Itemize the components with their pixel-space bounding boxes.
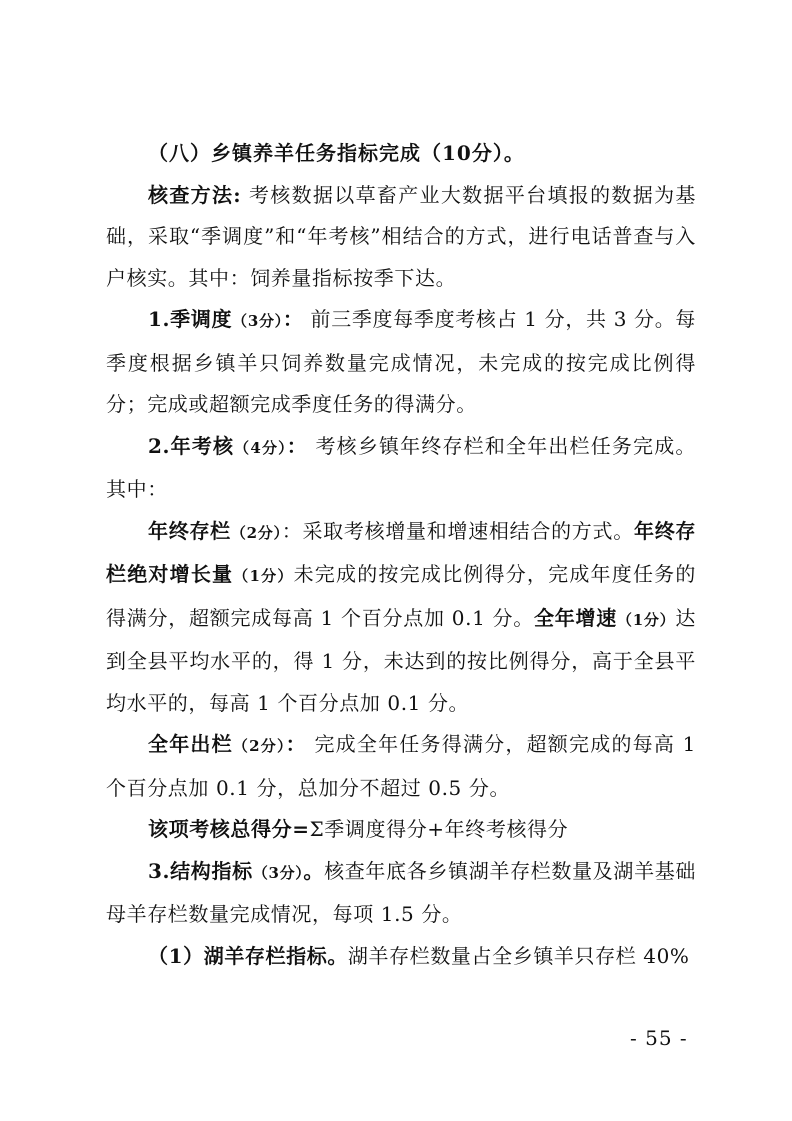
year-end-stock-label: 年终存栏 (148, 518, 231, 543)
annual-slaughter-score: （2分） (232, 737, 286, 755)
paragraph-hu-sheep-indicator (106, 936, 696, 978)
structure-indicator-dot: 。 (303, 858, 325, 883)
annual-growth-score: （1分） (616, 610, 676, 629)
paragraph-annual-slaughter (106, 724, 696, 809)
annual-assessment-colon: ： (286, 433, 308, 458)
section-heading: （八）乡镇养羊任务指标完成（10分）。 (148, 141, 525, 165)
annual-slaughter-label: 全年出栏 (148, 732, 233, 756)
page-number: - 55 - (630, 1026, 688, 1050)
annual-growth-text: 达到全县平均水平的，得 1 分，未达到的按比例得分，高于全县平均水平的，每高 1 个百分点加 0.1 分。 (106, 605, 696, 715)
annual-slaughter-colon: ： (285, 732, 307, 756)
total-score-label: 该项考核总得分= (148, 817, 310, 841)
paragraph-annual-assessment (106, 426, 696, 511)
year-end-stock-text: ：采取考核增量和增速相结合的方式。 (281, 518, 634, 543)
quarterly-dispatch-text: 前三季度每季度考核占 1 分，共 3 分。每季度根据乡镇羊只饲养数量完成情况，未完成的按完成比例得分；完成或超额完成季度任务的得满分。 (106, 307, 696, 416)
absolute-growth-label: 年终存栏绝对增长量 (106, 518, 697, 586)
document-body (106, 133, 696, 977)
annual-assessment-score: （4分） (234, 438, 287, 457)
absolute-growth-score: （1分） (233, 567, 294, 585)
annual-growth-label: 全年增速 (533, 605, 617, 630)
paragraph-inspection-method (106, 175, 696, 300)
paragraph-quarterly-dispatch (106, 299, 696, 426)
annual-assessment-text: 考核乡镇年终存栏和全年出栏任务完成。其中： (106, 433, 696, 501)
paragraph-year-end-stock (106, 511, 696, 725)
hu-sheep-indicator-text: 湖羊存栏数量占全乡镇羊只存栏 40% (347, 943, 690, 968)
quarterly-dispatch-label: 1.季调度 (148, 307, 233, 331)
quarterly-dispatch-colon: ： (282, 307, 304, 331)
structure-indicator-text: 核查年底各乡镇湖羊存栏数量及湖羊基础母羊存栏数量完成情况，每项 1.5 分。 (106, 858, 696, 926)
paragraph-structure-indicator (106, 851, 696, 936)
paragraph-total-score (106, 809, 696, 851)
absolute-growth-text: 未完成的按完成比例得分，完成年度任务的得满分，超额完成每高 1 个百分点加 0.1 分。 (106, 562, 696, 630)
inspection-method-label: 核查方法: (148, 182, 242, 207)
hu-sheep-indicator-label: （1）湖羊存栏指标。 (148, 943, 348, 968)
total-score-formula: Σ季调度得分+年终考核得分 (309, 817, 569, 841)
annual-slaughter-text: 完成全年任务得满分，超额完成的每高 1 个百分点加 0.1 分，总加分不超过 0.5 分。 (106, 732, 696, 800)
structure-indicator-score: （3分） (252, 863, 304, 882)
inspection-method-text: 考核数据以草畜产业大数据平台填报的数据为基础，采取“季调度”和“年考核”相结合的方式，进行电话普查与入户核实。其中：饲养量指标按季下达。 (106, 182, 696, 290)
annual-assessment-label: 2.年考核 (148, 433, 235, 458)
quarterly-dispatch-score: （3分） (232, 312, 283, 330)
year-end-stock-score: （2分） (230, 523, 282, 542)
structure-indicator-label: 3.结构指标 (148, 858, 253, 883)
